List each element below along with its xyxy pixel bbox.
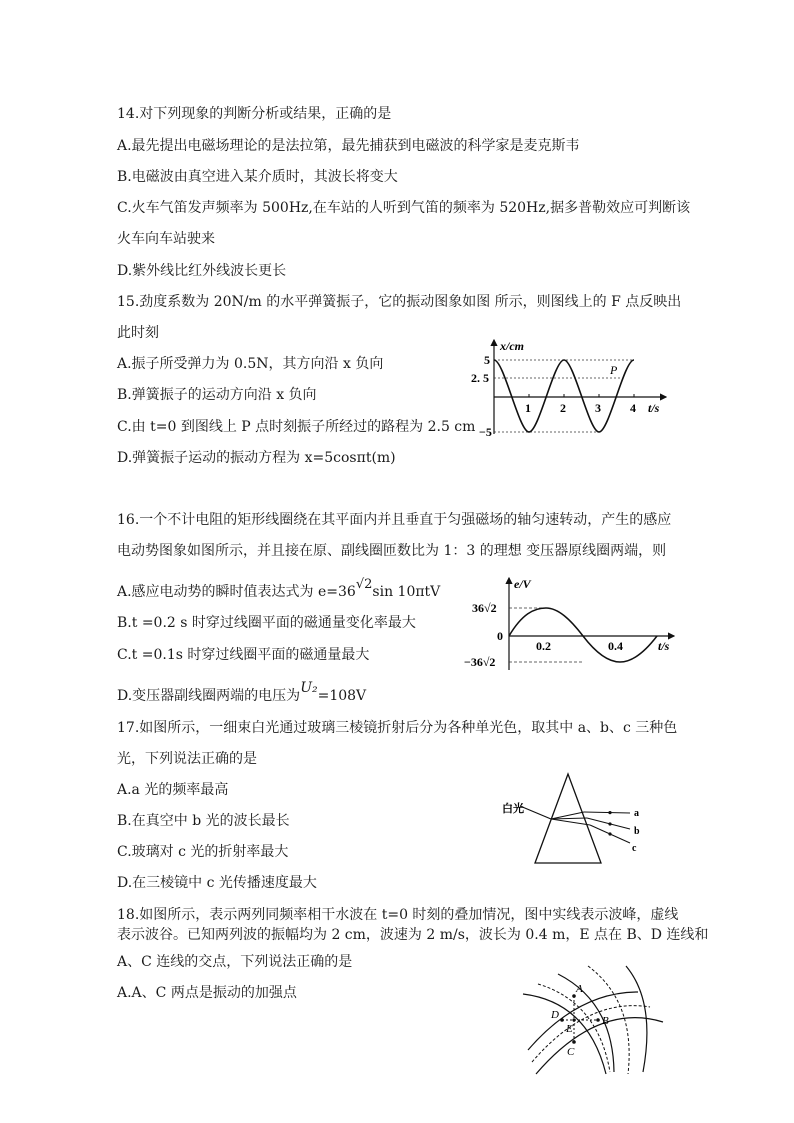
q18-point-c-dot xyxy=(572,1040,576,1044)
q15-x-3: 3 xyxy=(595,401,601,415)
q15-x-4: 4 xyxy=(630,401,636,415)
q17-option-b: B.在真空中 b 光的波长最长 xyxy=(117,813,290,829)
q18-label-a: A xyxy=(576,983,583,995)
q14-option-b: B.电磁波由真空进入某介质时，其波长将变大 xyxy=(117,169,398,185)
q16-emf-graph xyxy=(462,574,682,678)
q16-option-d xyxy=(117,680,367,706)
q16-x-label: t/s xyxy=(658,639,670,653)
q16-x-1: 0.2 xyxy=(536,639,551,653)
q18-solid-arc-5 xyxy=(626,966,647,1072)
q18-label-c: C xyxy=(567,1046,575,1058)
q14-option-c-cont: 火车向车站驶来 xyxy=(117,231,215,247)
q16-option-b: B.t =0.2 s 时穿过线圈平面的磁通量变化率最大 xyxy=(117,615,416,631)
q16-option-a-tail: sin 10πtV xyxy=(372,584,441,600)
q17-white-light-label: 白光 xyxy=(502,803,524,815)
q17-refract-c xyxy=(551,819,590,825)
q18-point-e-dot xyxy=(572,1018,575,1021)
q16-stem-cont: 电动势图象如图所示，并且接在原、副线圈匝数比为 1：3 的理想 变压器原线圈两端，则 xyxy=(117,543,667,559)
q17-option-d: D.在三棱镜中 c 光传播速度最大 xyxy=(117,875,317,891)
q17-stem: 17.如图所示，一细束白光通过玻璃三棱镜折射后分为各种单光色，取其中 a、b、c 三种色 xyxy=(117,720,678,736)
q15-option-a: A.振子所受弹力为 0.5N，其方向沿 x 负向 xyxy=(117,356,384,372)
q14-option-c: C.火车气笛发声频率为 500Hz,在车站的人听到气笛的频率为 520Hz,据多普勒效应可判断该 xyxy=(117,200,691,216)
q17-option-c: C.玻璃对 c 光的折射率最大 xyxy=(117,844,289,860)
q15-option-b: B.弹簧振子的运动方向沿 x 负向 xyxy=(117,387,317,403)
q18-point-d-dot xyxy=(560,1018,564,1022)
q17-incident-ray xyxy=(520,806,551,819)
q16-option-c: C.t =0.1s 时穿过线圈平面的磁通量最大 xyxy=(117,647,370,663)
q15-option-c: C.由 t=0 到图线上 P 点时刻振子所经过的路程为 2.5 cm xyxy=(117,419,476,435)
q18-wave-interference-figure xyxy=(518,962,668,1086)
q18-solid-arc-3 xyxy=(528,992,638,1050)
q14-option-d: D.紫外线比红外线波长更长 xyxy=(117,263,287,279)
q16-option-a-text: A.感应电动势的瞬时值表达式为 e=36 xyxy=(117,584,356,600)
q15-y-mid: 2. 5 xyxy=(471,371,489,385)
q15-y-bot: −5 xyxy=(479,425,492,439)
q18-point-b-dot xyxy=(596,1018,600,1022)
q16-emf-curve xyxy=(509,608,657,662)
q17-stem-cont: 光，下列说法正确的是 xyxy=(117,751,257,767)
q17-exit-a xyxy=(584,812,630,813)
q15-vibration-graph xyxy=(464,336,674,444)
q16-y-zero: 0 xyxy=(497,629,503,643)
q17-arrow-a xyxy=(608,811,611,814)
q18-dashed-arc-2 xyxy=(532,1006,650,1062)
q16-y-label: e/V xyxy=(514,577,531,591)
q16-y-bot: −36√2 xyxy=(464,655,496,669)
q16-option-d-text: D.变压器副线圈两端的电压为 xyxy=(117,688,301,704)
q18-label-e: E xyxy=(566,1023,573,1035)
q16-stem: 16.一个不计电阻的矩形线圈绕在其平面内并且垂直于匀强磁场的轴匀速转动，产生的感应 xyxy=(117,512,672,528)
q16-x-2: 0.4 xyxy=(608,639,623,653)
q18-solid-arc-1 xyxy=(523,994,606,1074)
q18-stem-cont: 表示波谷。已知两列波的振幅均为 2 cm，波速为 2 m/s，波长为 0.4 m，E 点在 B、D 连线和 xyxy=(117,927,709,943)
q16-option-a xyxy=(117,577,441,603)
q17-arrow-b xyxy=(608,822,611,825)
q14-stem: 14.对下列现象的判断分析或结果，正确的是 xyxy=(117,106,392,122)
q14-option-a: A.最先提出电磁场理论的是法拉第，最先捕获到电磁波的科学家是麦克斯韦 xyxy=(117,138,580,154)
q17-prism-figure xyxy=(500,770,650,870)
q18-stem: 18.如图所示，表示两列同频率相干水波在 t=0 时刻的叠加情况，图中实线表示波峰，虚线 xyxy=(117,907,679,923)
q15-point-p: P xyxy=(610,363,618,377)
q17-option-a: A.a 光的频率最高 xyxy=(117,782,229,798)
q17-label-c: c xyxy=(632,843,637,854)
q17-label-a: a xyxy=(634,808,639,819)
q16-option-a-sqrt: √2 xyxy=(355,577,373,592)
q18-label-d: D xyxy=(551,1009,559,1021)
q15-y-label: x/cm xyxy=(500,339,524,353)
q18-label-b: B xyxy=(602,1015,609,1027)
q17-arrow-c xyxy=(608,832,611,835)
q15-x-label: t/s xyxy=(648,401,660,415)
q18-stem-cont2: A、C 连线的交点，下列说法正确的是 xyxy=(117,954,353,970)
q17-label-b: b xyxy=(634,826,640,837)
q16-option-d-tail: =108V xyxy=(317,688,367,704)
q15-option-d: D.弹簧振子运动的振动方程为 x=5cosπt(m) xyxy=(117,450,396,466)
q15-x-1: 1 xyxy=(525,401,531,415)
q16-option-d-symbol: U₂ xyxy=(300,680,318,696)
q15-stem-cont: 此时刻 xyxy=(117,325,159,341)
q15-x-2: 2 xyxy=(560,401,566,415)
q15-y-top: 5 xyxy=(484,353,490,367)
q18-option-a: A.A、C 两点是振动的加强点 xyxy=(117,985,297,1001)
q16-y-top: 36√2 xyxy=(472,601,497,615)
q15-stem: 15.劲度系数为 20N/m 的水平弹簧振子，它的振动图象如图 所示，则图线上的 F 点反映出 xyxy=(117,294,682,310)
